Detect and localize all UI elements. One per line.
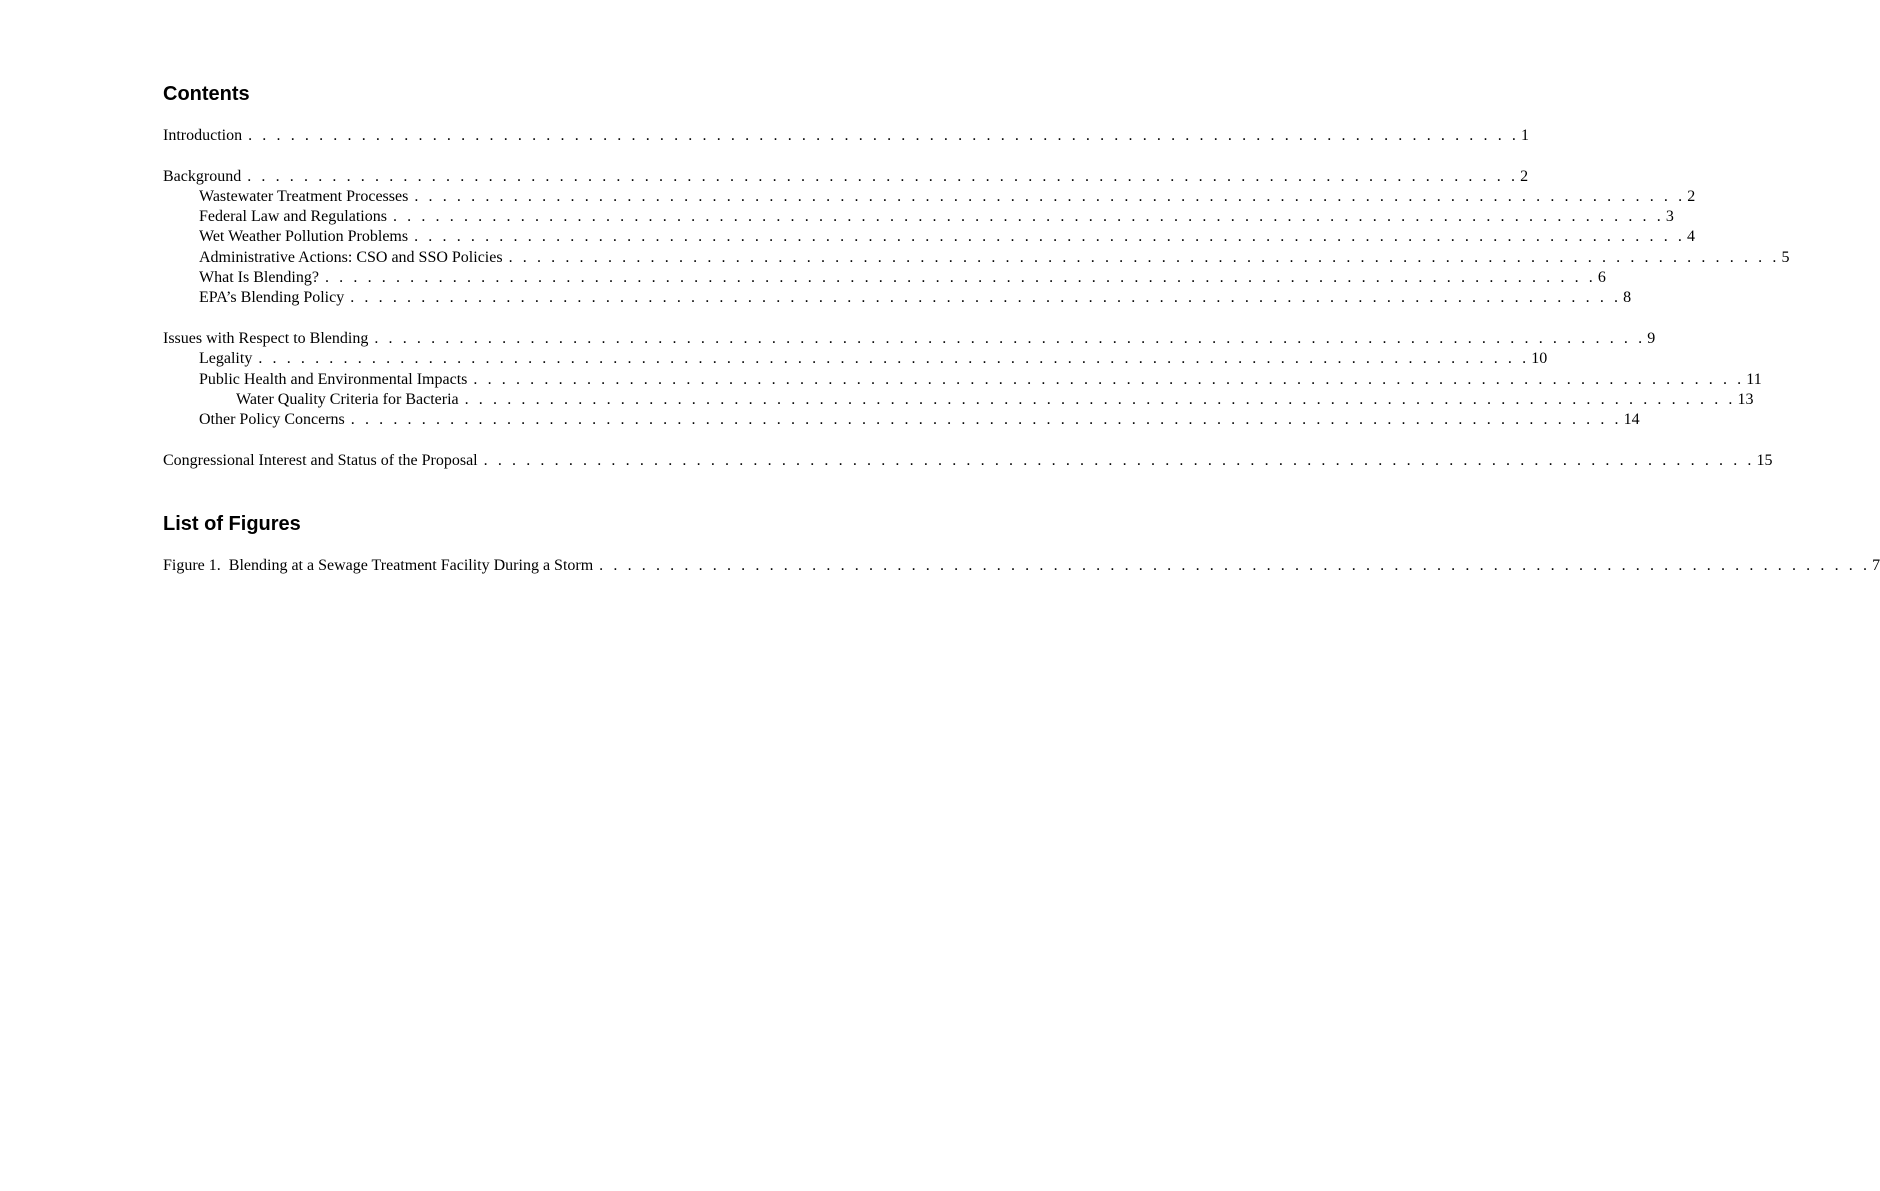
dot-leader: . . . . . . . . . . . . . . . . . . . . . . . . . . . . . . . . . . . . . . . . . . . . . . . . . . . . . . . . . . . . . . . . . . . . . . . . . . . . . . . . . . . . . . . . . . xyxy=(350,289,1622,307)
dot-leader: . . . . . . . . . . . . . . . . . . . . . . . . . . . . . . . . . . . . . . . . . . . . . . . . . . . . . . . . . . . . . . . . . . . . . . . . . . . . . . . . . . . . . . . . . . xyxy=(248,127,1519,144)
dot-leader: . . . . . . . . . . . . . . . . . . . . . . . . . . . . . . . . . . . . . . . . . . . . . . . . . . . . . . . . . . . . . . . . . . . . . . . . . . . . . . . . . . . . . . . . . . xyxy=(414,187,1686,205)
toc-entry-title: Legality xyxy=(199,350,253,368)
dot-leader: . . . . . . . . . . . . . . . . . . . . . . . . . . . . . . . . . . . . . . . . . . . . . . . . . . . . . . . . . . . . . . . . . . . . . . . . . . . . . . . . . . . . . . . . . . xyxy=(247,167,1519,185)
toc-entry-page: 14 xyxy=(1623,411,1640,429)
toc-entry-epa-blending-policy[interactable] xyxy=(163,288,1632,308)
toc-entry-title: Federal Law and Regulations xyxy=(199,208,387,226)
toc-entry-page: 11 xyxy=(1746,370,1762,388)
dot-leader: . . . . . . . . . . . . . . . . . . . . . . . . . . . . . . . . . . . . . . . . . . . . . . . . . . . . . . . . . . . . . . . . . . . . . . . . . . . . . . . . . . . . . . . . . . xyxy=(464,390,1736,408)
toc-entry-page: 1 xyxy=(1521,127,1529,144)
toc-entry-public-health[interactable] xyxy=(163,370,1762,390)
toc-entry-title: Wet Weather Pollution Problems xyxy=(199,228,409,246)
dot-leader: . . . . . . . . . . . . . . . . . . . . . . . . . . . . . . . . . . . . . . . . . . . . . . . . . . . . . . . . . . . . . . . . . . . . . . . . . . . . . . . . . . . . . . . . . . xyxy=(414,228,1686,246)
toc-entry-page: 3 xyxy=(1665,208,1674,226)
toc-entry-page: 13 xyxy=(1737,390,1754,408)
toc-entry-page: 5 xyxy=(1781,248,1790,266)
toc-entry-title: EPA’s Blending Policy xyxy=(199,289,345,307)
dot-leader: . . . . . . . . . . . . . . . . . . . . . . . . . . . . . . . . . . . . . . . . . . . . . . . . . . . . . . . . . . . . . . . . . . . . . . . . . . . . . . . . . . . . . . . . . . xyxy=(473,370,1745,388)
toc-entry-title: What Is Blending? xyxy=(199,269,319,287)
toc-entry-title: Water Quality Criteria for Bacteria xyxy=(236,390,459,408)
toc-entry-title: Administrative Actions: CSO and SSO Policies xyxy=(199,248,503,266)
toc-entry-title: Background xyxy=(163,167,242,185)
toc-entry-issues-blending[interactable] xyxy=(163,329,1656,349)
dot-leader: . . . . . . . . . . . . . . . . . . . . . . . . . . . . . . . . . . . . . . . . . . . . . . . . . . . . . . . . . . . . . . . . . . . . . . . . . . . . . . . . . . . . . . . . . . xyxy=(508,248,1780,266)
toc-entry-background[interactable] xyxy=(163,167,1529,187)
toc-entry-administrative-actions[interactable] xyxy=(163,248,1790,268)
toc-entry-title: Congressional Interest and Status of the Proposal xyxy=(163,451,478,469)
section-gap xyxy=(163,309,759,329)
dot-leader: . . . . . . . . . . . . . . . . . . . . . . . . . . . . . . . . . . . . . . . . . . . . . . . . . . . . . . . . . . . . . . . . . . . . . . . . . . . . . . . . . . . . . . . . . . xyxy=(483,451,1755,469)
toc-entry-page: 15 xyxy=(1756,451,1773,469)
toc-entry-introduction[interactable] xyxy=(163,126,1529,146)
toc-entry-congressional-interest[interactable] xyxy=(163,451,1773,471)
toc-entry-page: 6 xyxy=(1597,269,1606,287)
dot-leader: . . . . . . . . . . . . . . . . . . . . . . . . . . . . . . . . . . . . . . . . . . . . . . . . . . . . . . . . . . . . . . . . . . . . . . . . . . . . . . . . . . . . . . . . . . xyxy=(392,208,1664,226)
figures-list xyxy=(163,556,1880,576)
toc-entry-title: Public Health and Environmental Impacts xyxy=(199,370,468,388)
toc-entry-title: Wastewater Treatment Processes xyxy=(199,187,409,205)
toc-entry-title: Other Policy Concerns xyxy=(199,411,345,429)
toc-entry-other-policy-concerns[interactable] xyxy=(163,410,1640,430)
figure-entry-title: Figure 1. Blending at a Sewage Treatment Facility During a Storm xyxy=(163,557,594,574)
dot-leader: . . . . . . . . . . . . . . . . . . . . . . . . . . . . . . . . . . . . . . . . . . . . . . . . . . . . . . . . . . . . . . . . . . . . . . . . . . . . . . . . . . . . . . . . . . xyxy=(374,329,1646,347)
dot-leader: . . . . . . . . . . . . . . . . . . . . . . . . . . . . . . . . . . . . . . . . . . . . . . . . . . . . . . . . . . . . . . . . . . . . . . . . . . . . . . . . . . . . . . . . . . xyxy=(324,269,1596,287)
toc-entry-page: 4 xyxy=(1687,228,1696,246)
contents-heading: Contents xyxy=(163,83,250,105)
toc-entry-title: Issues with Respect to Blending xyxy=(163,329,369,347)
toc-entry-wastewater-treatment-processes[interactable] xyxy=(163,187,1696,207)
toc-entry-legality[interactable] xyxy=(163,349,1548,369)
toc-entry-page: 8 xyxy=(1623,289,1632,307)
toc-entry-page: 9 xyxy=(1647,329,1656,347)
toc-entry-federal-law[interactable] xyxy=(163,207,1674,227)
toc-entry-title: Introduction xyxy=(163,127,243,144)
toc-entry-what-is-blending[interactable] xyxy=(163,268,1606,288)
section-gap xyxy=(163,146,759,166)
section-gap xyxy=(163,430,759,450)
toc-entry-page: 2 xyxy=(1687,187,1696,205)
dot-leader: . . . . . . . . . . . . . . . . . . . . . . . . . . . . . . . . . . . . . . . . . . . . . . . . . . . . . . . . . . . . . . . . . . . . . . . . . . . . . . . . . . . . . . . . . . xyxy=(258,350,1530,368)
dot-leader: . . . . . . . . . . . . . . . . . . . . . . . . . . . . . . . . . . . . . . . . . . . . . . . . . . . . . . . . . . . . . . . . . . . . . . . . . . . . . . . . . . . . . . . . . . xyxy=(350,411,1622,429)
figure-entry-page: 7 xyxy=(1872,557,1880,574)
toc-entry-water-quality-criteria[interactable] xyxy=(163,390,1754,410)
figures-heading: List of Figures xyxy=(163,513,301,535)
toc-entry-page: 10 xyxy=(1531,350,1548,368)
toc-entry-wet-weather[interactable] xyxy=(163,227,1696,247)
figure-entry-1[interactable] xyxy=(163,556,1880,576)
contents-list xyxy=(163,126,1790,471)
toc-entry-page: 2 xyxy=(1520,167,1529,185)
dot-leader: . . . . . . . . . . . . . . . . . . . . . . . . . . . . . . . . . . . . . . . . . . . . . . . . . . . . . . . . . . . . . . . . . . . . . . . . . . . . . . . . . . . . . . . . . . xyxy=(599,557,1871,574)
